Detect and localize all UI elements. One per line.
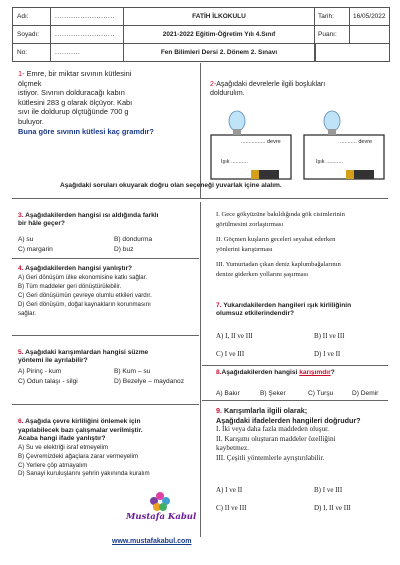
q5-option-c[interactable]: C) Odun talaşı - silgi <box>18 378 78 385</box>
statement-line: III. Yumurtadan çıkan deniz kaplumbağalarının <box>216 261 341 269</box>
school-name: FATİH İLKOKULU <box>123 8 315 25</box>
header-row-2 <box>13 26 389 44</box>
q3-option-c[interactable]: C) margarin <box>18 246 53 253</box>
q6-line: yapılabilecek bazı çalışmalar verilmiştir. <box>18 426 143 434</box>
q5-line: Aşağıdaki karışımlardan hangisi süzme <box>23 349 149 356</box>
q8-title-end: ? <box>330 369 335 376</box>
q8-option-c[interactable]: C) Turşu <box>308 390 334 397</box>
q7-line: Yukarıdakilerden hangileri ışık kirliliğinin <box>221 302 352 309</box>
question-1 <box>18 69 198 136</box>
circuit-1-isik-blank[interactable] <box>221 159 248 165</box>
circuit-2-devre: devre <box>358 139 373 145</box>
divider-line <box>202 400 388 401</box>
q6-line: Acaba hangi ifade yanlıştır? <box>18 435 106 443</box>
question-6 <box>18 418 200 479</box>
question-9 <box>216 406 392 512</box>
circuit-1-devre-blank[interactable] <box>241 139 281 145</box>
circuit-1-dots: ................ <box>241 139 266 145</box>
q9-option-b[interactable]: B) I ve III <box>314 486 343 494</box>
question-5 <box>18 349 200 385</box>
q3-option-b[interactable]: B) dondurma <box>114 236 153 243</box>
q3-option-d[interactable]: D) buz <box>114 246 134 253</box>
q3-number: 3. <box>18 212 24 219</box>
q9-statement: II. Karışımı oluşturan maddeler özelliğini <box>216 434 336 443</box>
q1-line: istiyor. Sıvının dolduracağı kabın <box>18 88 125 98</box>
year-line: 2021-2022 Eğitim-Öğretim Yılı 4.Sınıf <box>123 26 315 43</box>
flower-logo-icon <box>148 490 172 512</box>
q6-option-a[interactable]: A) Su ve elektriği israf etmeyelim <box>18 444 109 452</box>
q9-statement: I. İki veya daha fazla maddeden oluşur. <box>216 425 329 434</box>
q4-title: Aşağıdakilerden hangisi yanlıştır? <box>23 265 133 272</box>
divider-line <box>12 335 199 336</box>
q1-question: Buna göre sıvının kütlesi kaç gramdır? <box>18 126 154 136</box>
name-field[interactable]: .......................... <box>55 13 115 20</box>
q5-number: 5. <box>18 349 24 356</box>
q8-title: Aşağıdakilerden hangisi <box>221 369 300 376</box>
statement-line: yönlerini karıştırması <box>216 245 273 253</box>
q7-option-d[interactable]: D) I ve II <box>314 350 341 358</box>
divider-line <box>12 404 199 405</box>
q3-line: bir hâle geçer? <box>18 220 65 228</box>
date-value: 16/05/2022 <box>349 8 389 25</box>
header-row-3 <box>13 44 389 61</box>
q4-option-d-line: D) Geri dönüşüm, doğal kaynakların korunmasını <box>18 301 151 308</box>
q1-number: 1- <box>18 69 25 78</box>
q6-number: 6. <box>18 418 24 425</box>
q2-text: doldurulım. <box>210 90 245 97</box>
exam-line: Fen Bilimleri Dersi 2. Dönem 2. Sınavı <box>123 44 315 61</box>
q1-line: Emre, bir miktar sıvının kütlesini <box>24 69 132 78</box>
column-divider-top <box>200 63 201 198</box>
q9-option-d[interactable]: D) I, II ve III <box>314 504 351 512</box>
q6-option-c[interactable]: C) Yerlere çöp atmayalım <box>18 461 88 469</box>
q1-line: buluyor. <box>18 116 44 126</box>
circuit-1-devre: devre <box>266 139 281 145</box>
header-row-1 <box>13 8 389 26</box>
q3-option-a[interactable]: A) su <box>18 236 34 243</box>
divider-line <box>12 258 199 259</box>
circuit-2-dots: ........... <box>340 139 357 145</box>
q8-number: 8. <box>216 369 222 376</box>
q5-option-b[interactable]: B) Kum – su <box>114 368 151 375</box>
divider-line <box>12 198 388 199</box>
circuit-1-isik: Işık <box>221 159 230 165</box>
q7-line: olumsuz etkilerindendir? <box>216 310 295 318</box>
q2-text: Aşağıdaki devrelerle ilgili boşlukları <box>216 81 326 88</box>
q4-option-d[interactable] <box>18 300 200 318</box>
q5-option-d[interactable]: D) Bezelye – maydanoz <box>114 378 185 385</box>
surname-label: Soyadı: <box>13 26 51 43</box>
q4-option-d-line: sağlar. <box>18 310 36 317</box>
q8-title-keyword: karışımdır <box>299 369 331 376</box>
statement-line: denize giderken yollarını şaşırması <box>216 270 309 278</box>
circuit-2 <box>300 107 400 165</box>
score-label: Puanı: <box>318 31 337 38</box>
q9-title: Karışımlarla ilgili olarak; <box>222 406 308 415</box>
number-field[interactable]: ........... <box>55 49 81 56</box>
q9-statement: III. Çeşitli yöntemlerle ayrıştırılabilir. <box>216 453 325 462</box>
q3-line: Aşağıdakilerden hangisi ısı aldığında farklı <box>23 212 159 219</box>
circuit-1-dots2: ........... <box>231 159 248 165</box>
surname-field[interactable]: .......................... <box>55 31 115 38</box>
q9-statement: kaybetmez. <box>216 444 249 453</box>
name-label: Adı: <box>13 8 51 25</box>
instruction: Aşağıdaki soruları okuyarak doğru olan seçeneği yuvarlak içine alalım. <box>60 182 282 189</box>
q4-option-c[interactable]: C) Geri dönüşümün çevreye olumlu etkileri vardır. <box>18 292 152 299</box>
header-empty-cell <box>315 44 389 61</box>
statement-line: görülmesini zorlaştırması <box>216 220 284 228</box>
q4-option-b[interactable]: B) Tüm maddeler geri dönüştürülebilir. <box>18 283 122 290</box>
q8-option-d[interactable]: D) Demir <box>352 390 379 397</box>
number-label: No: <box>13 44 51 61</box>
q1-line: kütlesini 283 g olarak ölçüyor. Kabı <box>18 97 133 107</box>
score-value[interactable] <box>349 26 389 43</box>
circuit-2-isik: Işık <box>316 159 325 165</box>
q7-option-c[interactable]: C) I ve III <box>216 350 245 358</box>
q2-number: 2- <box>210 81 217 88</box>
circuit-2-isik-blank[interactable] <box>316 159 343 165</box>
signature: Mustafa Kabul <box>126 512 197 522</box>
q8-option-a[interactable]: A) Bakır <box>216 390 240 397</box>
light-pollution-statements <box>216 210 392 280</box>
q9-number: 9. <box>216 406 222 415</box>
q6-option-b[interactable]: B) Çevremizdeki ağaçlara zarar vermeyelim <box>18 452 139 460</box>
q6-option-d[interactable]: D) Sanayi kuruluşlarını şehrin yakınında kuralım <box>18 470 150 478</box>
q4-number: 4. <box>18 265 24 272</box>
website-link[interactable]: www.mustafakabul.com <box>112 538 192 545</box>
q7-number: 7. <box>216 302 222 309</box>
circuit-2-dots2: ........... <box>326 159 343 165</box>
q9-option-a[interactable]: A) I ve II <box>216 486 243 494</box>
q9-option-c[interactable]: C) II ve III <box>216 504 247 512</box>
q9-subtitle: Aşağıdaki ifadelerden hangileri doğrudur? <box>216 415 361 425</box>
q5-line: yöntemi ile ayrılabilir? <box>18 357 88 365</box>
question-4 <box>18 264 200 318</box>
q4-option-a[interactable]: A) Geri dönüşüm ülke ekonomisine katkı sağlar. <box>18 274 148 281</box>
question-7 <box>216 302 392 358</box>
q1-line: sıvı ile doldurup ölçtüğünde 700 g <box>18 107 129 117</box>
q7-option-b[interactable]: B) II ve III <box>314 332 345 340</box>
q1-line: ölçmek <box>18 78 42 88</box>
statement-line: II. Göçmen kuşların geceleri seyahat ederken <box>216 236 336 244</box>
question-2 <box>210 80 390 98</box>
header-table <box>12 7 390 62</box>
statement-line: I. Gece gökyüzüne bakıldığında gök cisimlerinin <box>216 211 345 218</box>
circuit-2-devre-blank[interactable] <box>340 139 372 145</box>
question-8 <box>216 369 392 397</box>
question-3 <box>18 212 198 253</box>
q5-option-a[interactable]: A) Pirinç - kum <box>18 368 62 375</box>
q8-option-b[interactable]: B) Şeker <box>260 390 286 397</box>
column-divider-bottom <box>200 202 201 537</box>
q7-option-a[interactable]: A) I, II ve III <box>216 332 253 340</box>
q6-line: Aşağıda çevre kirliliğini önlemek için <box>23 418 141 425</box>
date-label: Tarih: <box>318 13 334 20</box>
divider-line <box>202 365 388 366</box>
